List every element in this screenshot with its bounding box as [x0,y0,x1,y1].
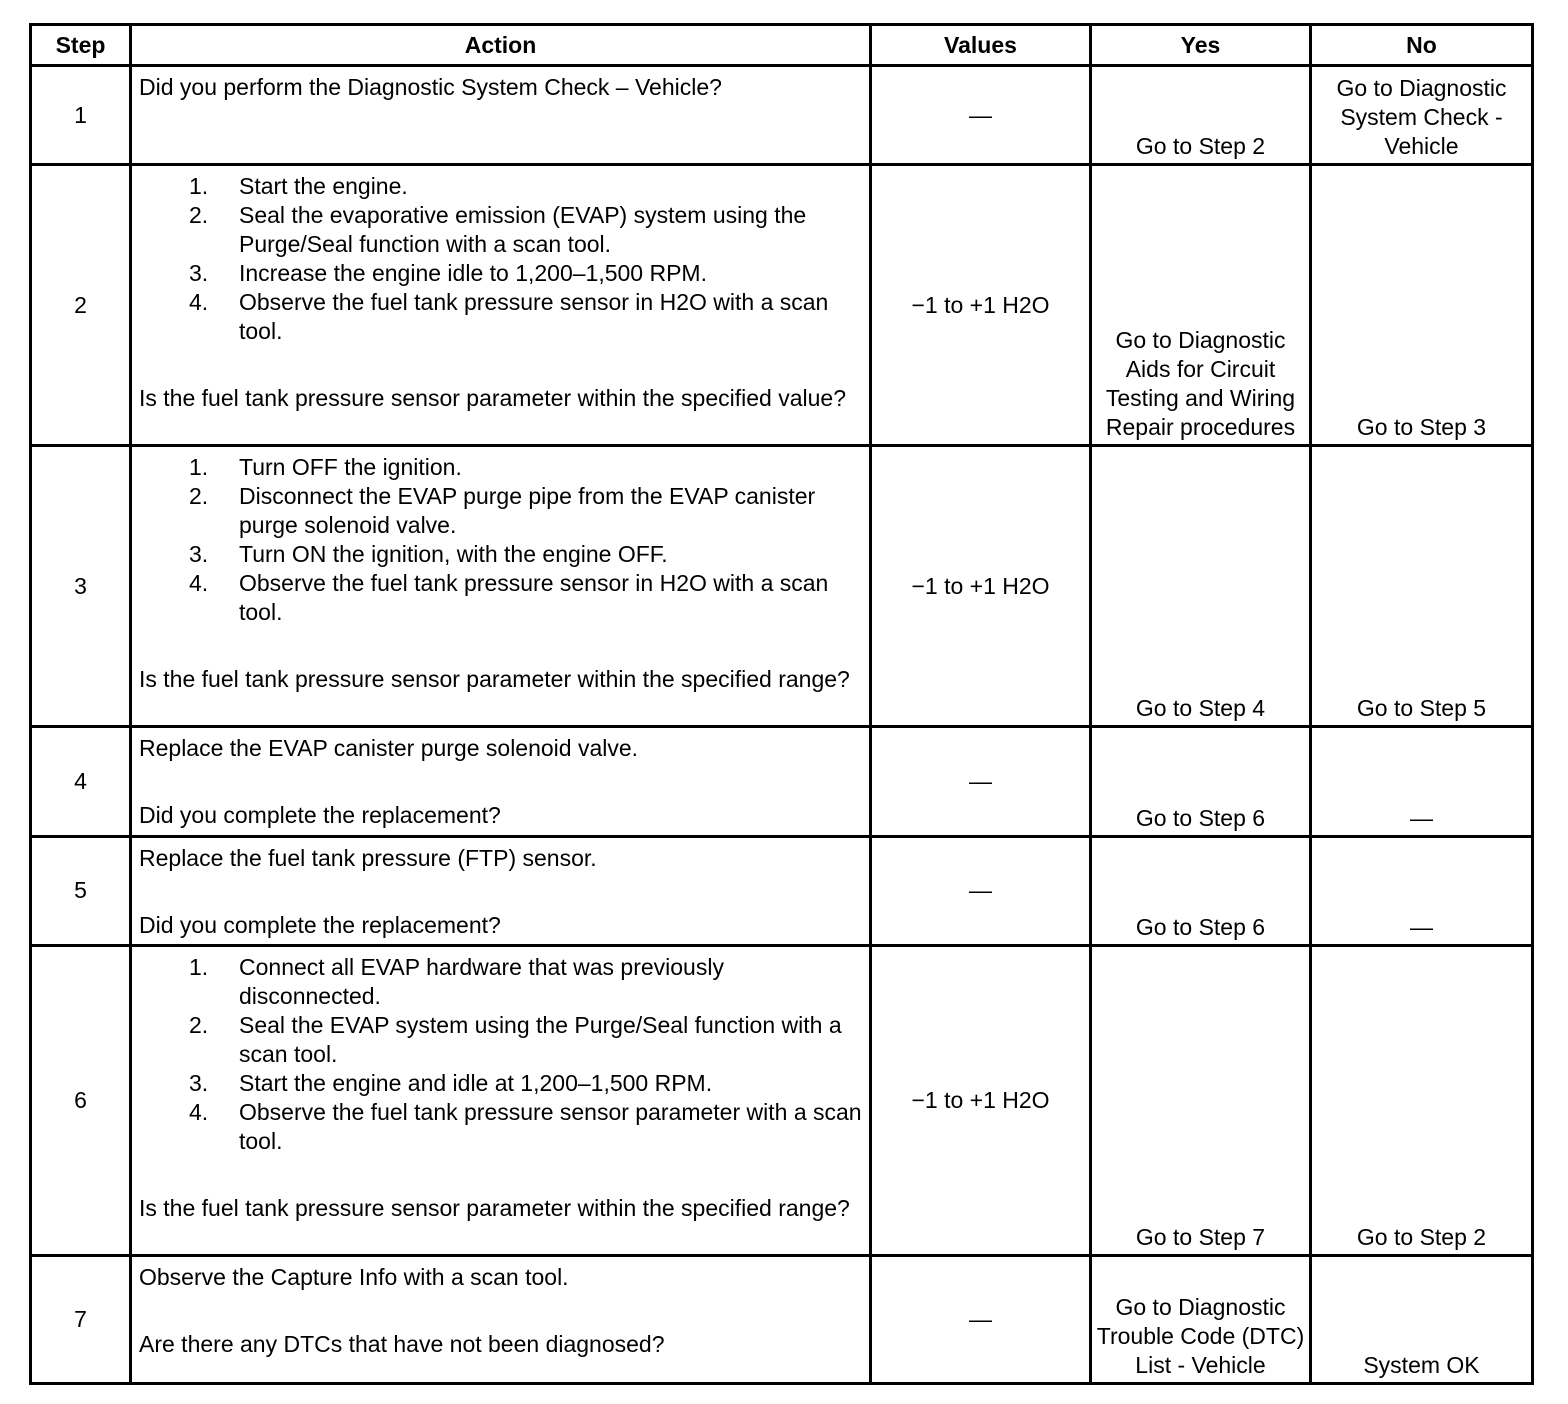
action-step-item: 4. Observe the fuel tank pressure sensor in H2O with a scan tool. [189,289,829,345]
action-intro: Replace the EVAP canister purge solenoid valve. [139,735,639,762]
value-cell: — [871,1255,1091,1383]
header-step: Step [31,25,131,66]
step-number: 3 [31,446,131,727]
action-intro: Replace the fuel tank pressure (FTP) sensor. [139,844,597,871]
yes-cell: Go to Step 6 [1091,836,1311,945]
table-row [31,66,1533,165]
no-cell: — [1311,836,1533,945]
action-intro: Observe the Capture Info with a scan tool. [139,1263,569,1290]
header-yes: Yes [1091,25,1311,66]
diagnostic-table [29,23,1534,1385]
table-row [31,727,1533,836]
action-question: Is the fuel tank pressure sensor parameter within the specified value? [139,385,846,412]
action-question: Is the fuel tank pressure sensor parameter within the specified range? [139,666,850,693]
action-step-item: 1. Connect all EVAP hardware that was previously disconnected. [189,953,724,1009]
action-question: Did you complete the replacement? [139,911,501,938]
step-number: 7 [31,1255,131,1383]
yes-cell: Go to Step 4 [1091,446,1311,727]
header-values: Values [871,25,1091,66]
table-row [31,945,1533,1255]
action-step-item: 4. Observe the fuel tank pressure sensor in H2O with a scan tool. [189,570,829,626]
action-cell [131,727,871,836]
table-row [31,165,1533,446]
step-number: 5 [31,836,131,945]
action-step-item: 1. Start the engine. [189,173,408,200]
yes-cell: Go to Step 6 [1091,727,1311,836]
yes-cell: Go to Diagnostic Trouble Code (DTC) List - Vehicle [1091,1255,1311,1383]
action-cell [131,165,871,446]
action-cell [131,66,871,165]
action-steps-list [139,953,863,1156]
action-cell [131,1255,871,1383]
action-steps-list [139,453,863,627]
action-cell [131,836,871,945]
action-step-item: 3. Start the engine and idle at 1,200–1,500 RPM. [189,1069,713,1096]
action-step-item: 1. Turn OFF the ignition. [189,454,462,481]
step-number: 1 [31,66,131,165]
no-cell: Go to Step 5 [1311,446,1533,727]
action-step-item: 2. Seal the EVAP system using the Purge/Seal function with a scan tool. [189,1011,842,1067]
action-step-item: 3. Increase the engine idle to 1,200–1,500 RPM. [189,260,707,287]
step-number: 4 [31,727,131,836]
action-step-item: 3. Turn ON the ignition, with the engine OFF. [189,541,668,568]
action-steps-list [139,172,863,346]
no-cell: System OK [1311,1255,1533,1383]
no-cell: Go to Step 3 [1311,165,1533,446]
action-question: Is the fuel tank pressure sensor parameter within the specified range? [139,1194,850,1221]
value-cell: — [871,66,1091,165]
table-row [31,1255,1533,1383]
header-action: Action [131,25,871,66]
no-cell: Go to Step 2 [1311,945,1533,1255]
table-row [31,446,1533,727]
yes-cell: Go to Step 2 [1091,66,1311,165]
table-row [31,836,1533,945]
yes-cell: Go to Diagnostic Aids for Circuit Testing and Wiring Repair procedures [1091,165,1311,446]
action-question: Are there any DTCs that have not been diagnosed? [139,1330,665,1357]
yes-cell: Go to Step 7 [1091,945,1311,1255]
value-cell: −1 to +1 H2O [871,945,1091,1255]
value-cell: — [871,727,1091,836]
header-no: No [1311,25,1533,66]
value-cell: −1 to +1 H2O [871,446,1091,727]
step-number: 2 [31,165,131,446]
value-cell: −1 to +1 H2O [871,165,1091,446]
action-step-item: 2. Disconnect the EVAP purge pipe from the EVAP canister purge solenoid valve. [189,483,816,539]
step-number: 6 [31,945,131,1255]
action-step-item: 2. Seal the evaporative emission (EVAP) system using the Purge/Seal function with a scan tool. [189,202,807,258]
value-cell: — [871,836,1091,945]
action-step-item: 4. Observe the fuel tank pressure sensor parameter with a scan tool. [189,1098,862,1154]
action-cell [131,945,871,1255]
header-row [31,25,1533,66]
no-cell: — [1311,727,1533,836]
action-cell [131,446,871,727]
no-cell: Go to Diagnostic System Check - Vehicle [1311,66,1533,165]
action-intro: Did you perform the Diagnostic System Check – Vehicle? [139,74,722,100]
action-question: Did you complete the replacement? [139,802,501,829]
